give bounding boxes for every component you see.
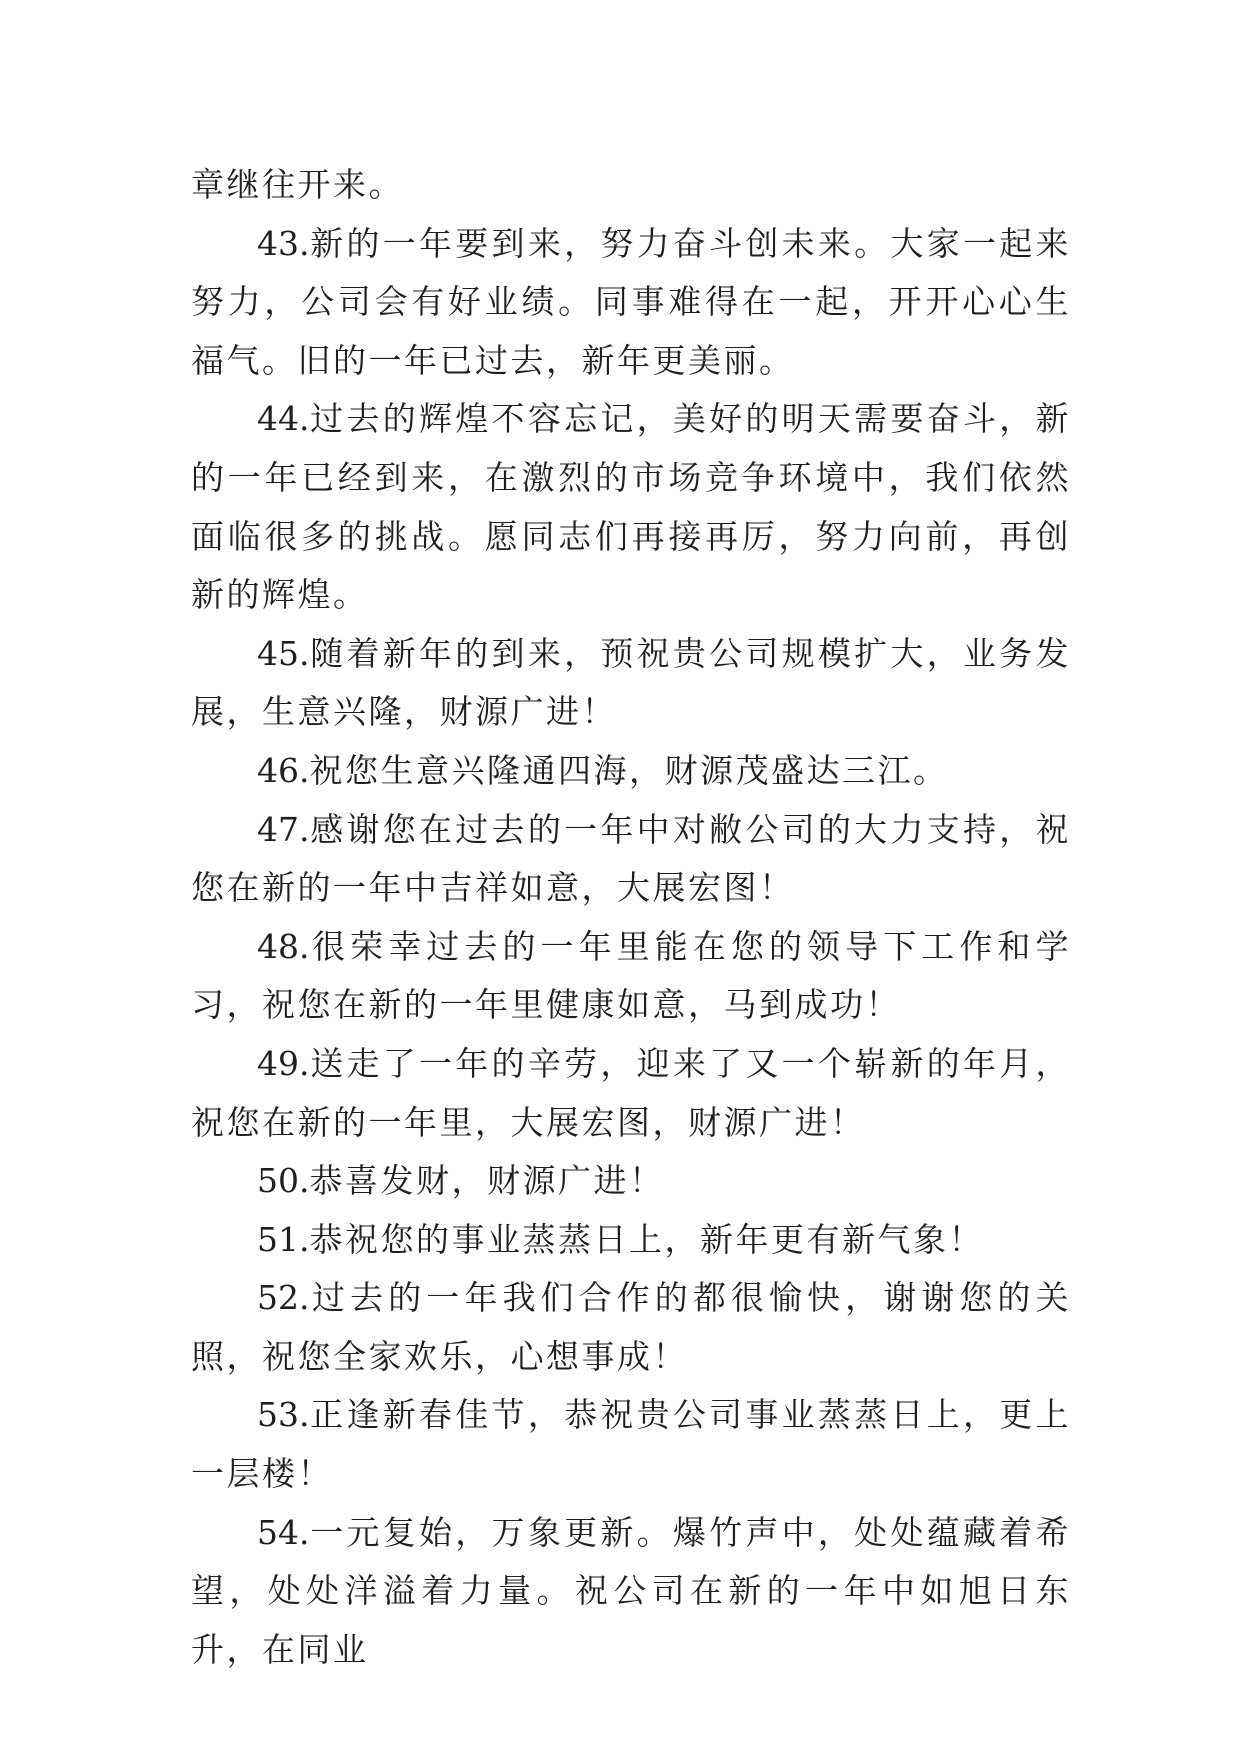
paragraph-text: 新的一年要到来，努力奋斗创未来。大家一起来努力，公司会有好业绩。同事难得在一起，开开心心生福气。旧的一年已过去，新年更美丽。 [191,223,1071,380]
paragraph-continuation [191,156,1071,215]
paragraph-text: 章继往开来。 [191,165,404,204]
paragraph-text: 随着新年的到来，预祝贵公司规模扩大，业务发展，生意兴隆，财源广进！ [191,633,1071,732]
paragraph-43 [191,215,1071,391]
paragraph-44 [191,390,1071,624]
paragraph-51 [191,1211,1071,1270]
paragraph-text: 过去的辉煌不容忘记，美好的明天需要奋斗，新的一年已经到来，在激烈的市场竞争环境中，我们依然面临很多的挑战。愿同志们再接再厉，努力向前，再创新的辉煌。 [191,399,1071,615]
paragraph-46 [191,742,1071,801]
paragraph-number: 52. [257,1278,310,1318]
paragraph-text: 过去的一年我们合作的都很愉快，谢谢您的关照，祝您全家欢乐，心想事成！ [191,1278,1071,1376]
paragraph-45 [191,625,1071,742]
paragraph-text: 感谢您在过去的一年中对敝公司的大力支持，祝您在新的一年中吉祥如意，大展宏图！ [191,809,1071,908]
paragraph-text: 一元复始，万象更新。爆竹声中，处处蕴藏着希望，处处洋溢着力量。祝公司在新的一年中如旭日东升，在同业 [191,1512,1071,1669]
paragraph-53 [191,1386,1071,1503]
paragraph-number: 50. [257,1161,310,1201]
paragraph-number: 47. [257,809,310,849]
paragraph-47 [191,801,1071,918]
paragraph-text: 恭祝您的事业蒸蒸日上，新年更有新气象！ [309,1219,984,1259]
paragraph-number: 45. [257,633,310,673]
paragraph-number: 46. [257,750,310,790]
paragraph-48 [191,918,1071,1035]
paragraph-text: 正逢新春佳节，恭祝贵公司事业蒸蒸日上，更上一层楼！ [191,1395,1071,1494]
paragraph-number: 43. [257,223,310,263]
paragraph-number: 48. [257,926,310,966]
paragraph-number: 53. [257,1395,310,1435]
paragraph-text: 祝您生意兴隆通四海，财源茂盛达三江。 [309,750,949,790]
paragraph-text: 恭喜发财，财源广进！ [309,1161,665,1201]
paragraph-number: 54. [257,1512,310,1552]
paragraph-number: 49. [257,1043,310,1083]
paragraph-54 [191,1504,1071,1680]
document-body [191,156,1071,1679]
paragraph-50 [191,1152,1071,1211]
paragraph-text: 很荣幸过去的一年里能在您的领导下工作和学习，祝您在新的一年里健康如意，马到成功！ [191,926,1071,1025]
paragraph-number: 44. [257,399,310,439]
paragraph-49 [191,1035,1071,1152]
paragraph-number: 51. [257,1219,310,1259]
paragraph-52 [191,1269,1071,1386]
paragraph-text: 送走了一年的辛劳，迎来了又一个崭新的年月，祝您在新的一年里，大展宏图，财源广进！ [191,1043,1071,1142]
